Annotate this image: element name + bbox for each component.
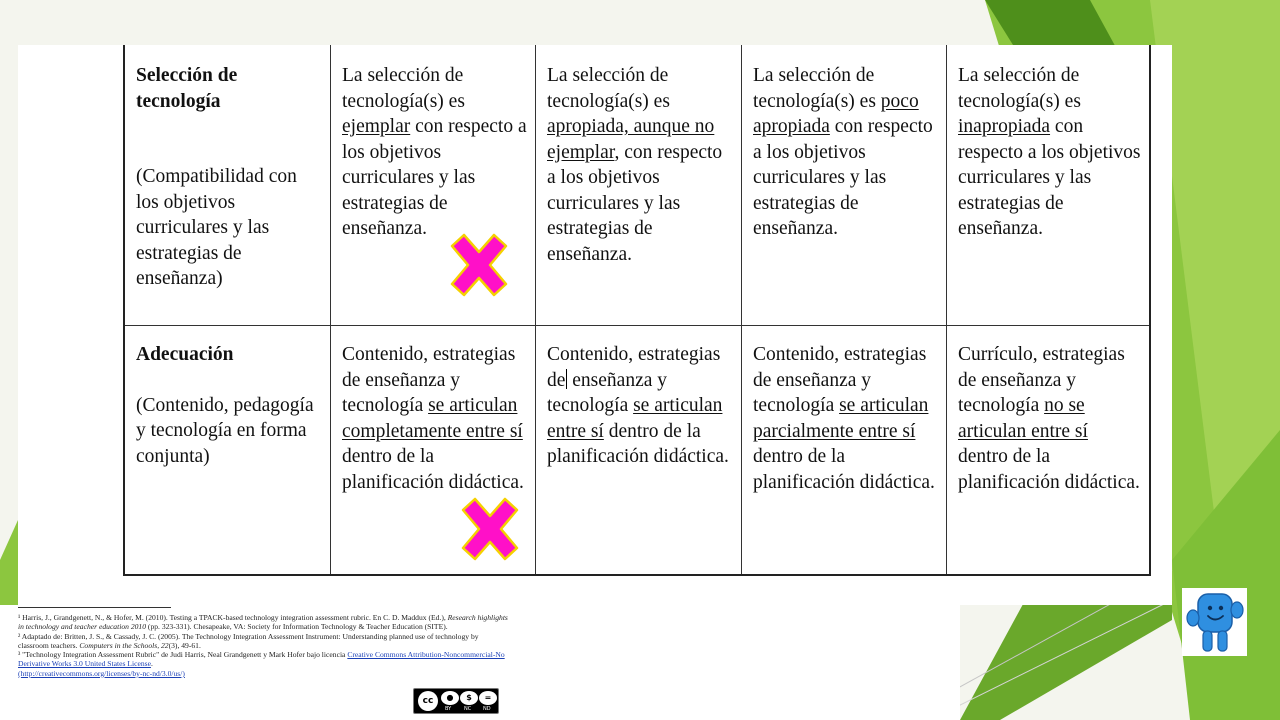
cross-mark-icon xyxy=(455,496,525,562)
cell-text: dentro de la planificación didáctica. xyxy=(342,446,524,493)
footnote-2: ² Adaptado de: Britten, J. S., & Cassady, J. C. (2005). The Technology Integration Assessment Instrument: Understanding planned use of technology by classroom teachers. Computers in the Schools, 22(3), 49-61. xyxy=(18,631,479,650)
cell-emphasis: no se articulan entre sí xyxy=(958,395,1088,442)
cell-text: Contenido, estrategias de enseñanza y tecnología xyxy=(342,344,516,416)
rubric-cell-level-3 xyxy=(536,326,742,576)
footnotes xyxy=(18,613,508,678)
cell-text: con respecto a los objetivos curriculares y las estrategias de enseñanza. xyxy=(753,116,933,239)
cell-text: dentro de la planificación didáctica. xyxy=(753,446,935,493)
cell-emphasis: se articulan entre sí xyxy=(547,395,723,442)
noncommercial-icon: $ xyxy=(460,691,478,705)
rubric-row-technology-selection xyxy=(124,45,1150,326)
cell-text: con respecto a los objetivos curriculares y las estrategias de enseñanza. xyxy=(342,116,527,239)
cell-text: La selección de tecnología(s) es xyxy=(753,65,881,112)
rubric-cell-level-2 xyxy=(742,326,947,576)
rubric-cell-level-1 xyxy=(947,326,1151,576)
cell-emphasis: apropiada, aunque no ejemplar xyxy=(547,116,715,163)
rubric-cell-level-3 xyxy=(536,45,742,326)
criterion-cell xyxy=(124,45,331,326)
criterion-note: (Contenido, pedagogía y tecnología en forma conjunta) xyxy=(136,394,314,467)
cell-text: La selección de tecnología(s) es xyxy=(958,65,1081,112)
cell-emphasis: poco apropiada xyxy=(753,90,919,137)
rubric-row-fit xyxy=(124,326,1150,576)
cell-emphasis: se articulan parcialmente entre sí xyxy=(753,395,929,442)
footnote-1: ¹ Harris, J., Grandgenett, N., & Hofer, M. (2010). Testing a TPACK-based technology integration assessment rubric. En C. D. Maddux (Ed.), Research highlights in technology and teacher education 2010 (pp. 323-331). Chesapeake, VA: Society for Information Technology & Teacher Education (SITE). xyxy=(18,613,508,632)
license-url-link[interactable]: (http://creativecommons.org/licenses/by-nc-nd/3.0/us/) xyxy=(18,668,185,678)
cell-text: dentro de la planificación didáctica. xyxy=(547,420,729,467)
criterion-cell xyxy=(124,326,331,576)
criterion-title: Adecuación xyxy=(136,344,234,365)
attribution-icon: ● xyxy=(441,691,459,705)
cc-icon: cc xyxy=(418,691,438,711)
criterion-title: Selección de tecnología xyxy=(136,65,238,112)
footnote-divider xyxy=(18,607,171,608)
creative-commons-badge[interactable] xyxy=(413,688,499,714)
footnote-3: ³ "Technology Integration Assessment Rubric" de Judi Harris, Neal Grandgenett y Mark Hofer bajo licencia Creative Commons Attribution-Noncommercial-No Derivative Works 3.0 United States License. (http://creativecommons.org/licenses/by-nc-nd/3.0/us/) xyxy=(18,650,505,678)
nd-label: ND xyxy=(483,706,491,712)
noderivs-icon: = xyxy=(479,691,497,705)
by-label: BY xyxy=(445,706,452,712)
rubric-cell-level-2 xyxy=(742,45,947,326)
cell-text: La selección de tecnología(s) es xyxy=(342,65,465,112)
criterion-note: (Compatibilidad con los objetivos curriculares y las estrategias de enseñanza) xyxy=(136,166,297,289)
license-link[interactable]: Creative Commons Attribution-Noncommercial-No Derivative Works 3.0 United States License xyxy=(18,650,505,669)
cell-emphasis: ejemplar xyxy=(342,116,411,137)
cell-text: La selección de tecnología(s) es xyxy=(547,65,670,112)
mascot-logo xyxy=(1182,588,1247,656)
text-cursor xyxy=(566,369,567,389)
cell-text: dentro de la planificación didáctica. xyxy=(958,446,1140,493)
cell-emphasis: se articulan completamente entre sí xyxy=(342,395,523,442)
rubric-cell-level-1 xyxy=(947,45,1151,326)
cell-emphasis: inapropiada xyxy=(958,116,1051,137)
cell-text: Contenido, estrategias de enseñanza y tecnología xyxy=(753,344,927,416)
cell-text: Currículo, estrategias de enseñanza y tecnología xyxy=(958,344,1125,416)
cell-text: con respecto a los objetivos curriculares y las estrategias de enseñanza. xyxy=(958,116,1141,239)
cross-mark-icon xyxy=(444,232,514,298)
nc-label: NC xyxy=(464,706,472,712)
cell-text: Contenido, estrategias de enseñanza y tecnología xyxy=(547,344,721,416)
rubric-table xyxy=(123,45,1151,576)
cell-text: , con respecto a los objetivos curriculares y las estrategias de enseñanza. xyxy=(547,141,723,265)
mascot-icon xyxy=(1182,588,1247,656)
